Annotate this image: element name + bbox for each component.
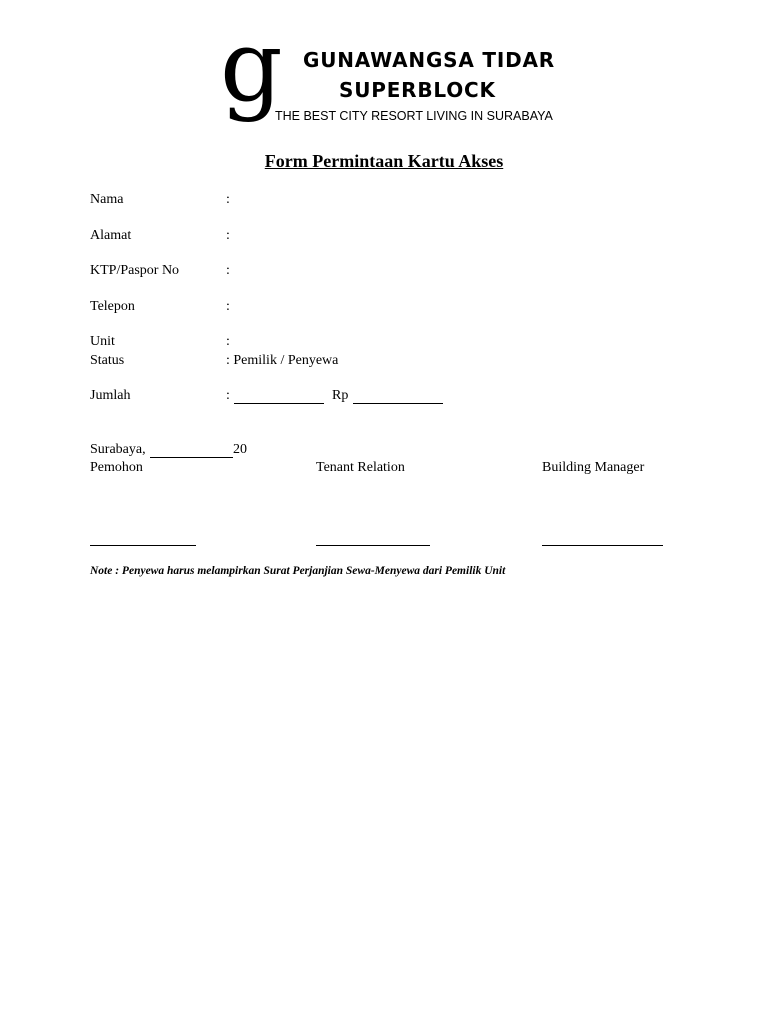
date-blank-line [150,457,233,458]
brand-name: GUNAWANGSA TIDAR [303,48,555,72]
footer-note: Note : Penyewa harus melampirkan Surat Perjanjian Sewa-Menyewa dari Pemilik Unit [90,565,506,577]
field-colon-telepon: : [226,299,230,314]
signature-line-pemohon [90,545,196,546]
field-label-jumlah: Jumlah [90,388,131,403]
signature-line-building-manager [542,545,663,546]
signature-year: 20 [233,442,247,457]
signature-city: Surabaya, [90,442,146,457]
signature-line-tenant-relation [316,545,430,546]
rp-label: Rp [332,388,349,403]
field-label-unit: Unit [90,334,115,349]
field-colon-unit: : [226,334,230,349]
signature-label-building-manager: Building Manager [542,460,645,475]
field-label-telepon: Telepon [90,299,135,314]
signature-label-pemohon: Pemohon [90,460,143,475]
field-colon-nama: : [226,192,230,207]
brand-subname: SUPERBLOCK [339,78,496,102]
field-label-alamat: Alamat [90,228,132,243]
field-label-nama: Nama [90,192,124,207]
field-colon-jumlah: : [226,388,230,403]
field-label-status: Status [90,353,125,368]
field-value-status: : Pemilik / Penyewa [226,353,339,368]
rp-blank-line [353,403,443,404]
field-label-ktp: KTP/Paspor No [90,263,180,278]
logo-g-mark: g [220,10,283,124]
field-colon-alamat: : [226,228,230,243]
signature-label-tenant-relation: Tenant Relation [316,460,405,475]
form-title: Form Permintaan Kartu Akses [264,151,504,171]
brand-tagline: THE BEST CITY RESORT LIVING IN SURABAYA [275,109,553,123]
field-colon-ktp: : [226,263,230,278]
jumlah-blank-line [234,403,324,404]
